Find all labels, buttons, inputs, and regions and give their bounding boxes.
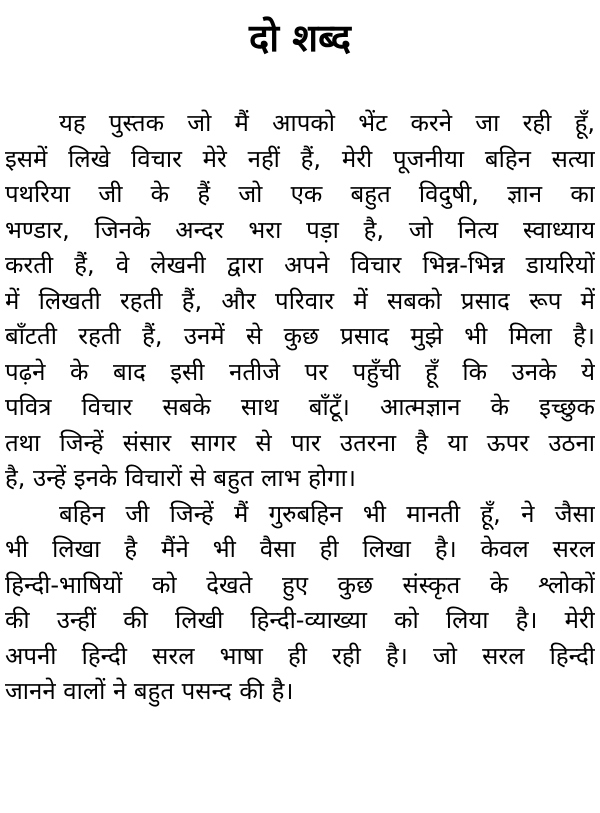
text-line: यह पुस्तक जो मैं आपको भेंट करने जा रही हूँ, [59, 109, 595, 137]
text-line: पथरिया जी के हैं जो एक बहुत विदुषी, ज्ञान का [5, 180, 595, 208]
text-line: में लिखती रहती हैं, और परिवार में सबको प्रसाद रूप में [5, 286, 595, 315]
text-line: जानने वालों ने बहुत पसन्द की है। [5, 677, 294, 705]
text-line: है, उन्हें इनके विचारों से बहुत लाभ होगा। [5, 464, 356, 492]
text-line: पवित्र विचार सबके साथ बाँटूँ। आत्मज्ञान के इच्छुक [5, 393, 595, 421]
text-line: पढ़ने के बाद इसी नतीजे पर पहुँची हूँ कि उनके ये [5, 357, 595, 386]
text-line: अपनी हिन्दी सरल भाषा ही रही है। जो सरल हिन्दी [5, 641, 595, 670]
text-line: की उन्हीं की लिखी हिन्दी-व्याख्या को लिया है। मेरी [5, 606, 595, 634]
text-line: भण्डार, जिनके अन्दर भरा पड़ा है, जो नित्य स्वाध्याय [5, 215, 595, 244]
text-line: इसमें लिखे विचार मेरे नहीं हैं, मेरी पूजनीया बहिन सत्या [5, 144, 595, 173]
text-line: तथा जिन्हें संसार सागर से पार उतरना है या ऊपर उठना [5, 428, 595, 457]
text-line: बहिन जी जिन्हें मैं गुरुबहिन भी मानती हूँ, ने जैसा [59, 499, 595, 528]
text-line: भी लिखा है मैंने भी वैसा ही लिखा है। केवल सरल [5, 535, 595, 563]
page-title: दो शब्द [249, 16, 351, 60]
text-line: बाँटती रहती हैं, उनमें से कुछ प्रसाद मुझे भी मिला है। [5, 322, 595, 350]
text-line: हिन्दी-भाषियों को देखते हुए कुछ संस्कृत के श्लोकों [5, 570, 595, 599]
body-text [0, 106, 600, 710]
text-line: करती हैं, वे लेखनी द्वारा अपने विचार भिन्न-भिन्न डायरियों [5, 251, 595, 279]
